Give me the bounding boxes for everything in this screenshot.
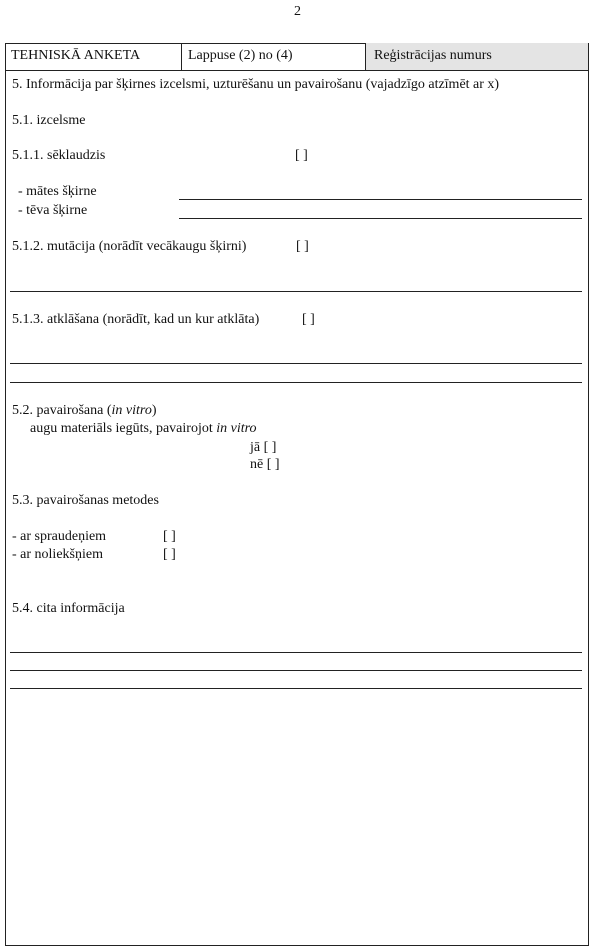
mother-variety-label: - mātes šķirne [18,184,97,199]
seedling-checkbox[interactable]: [ ] [295,148,308,163]
section-5-1-1-label: 5.1.1. sēklaudzis [12,148,106,163]
mutation-checkbox[interactable]: [ ] [296,239,309,254]
in-vitro-no-checkbox[interactable]: nē [ ] [250,457,280,472]
section-5-4-label: 5.4. cita informācija [12,601,125,616]
other-info-line-3[interactable] [10,688,582,689]
registration-number-field[interactable]: Reģistrācijas numurs [366,43,588,70]
in-vitro-question: augu materiāls iegūts, pavairojot in vitro [30,421,257,436]
section-5-1-heading: 5.1. izcelsme [12,113,86,128]
discovery-answer-line-2[interactable] [10,382,582,383]
section-5-2-label: 5.2. pavairošana (in vitro) [12,403,157,418]
father-variety-line[interactable] [179,218,582,219]
section-5-title: 5. Informācija par šķirnes izcelsmi, uzturēšanu un pavairošanu (vajadzīgo atzīmēt ar x) [12,77,500,92]
section-5-3-label: 5.3. pavairošanas metodes [12,493,159,508]
in-vitro-yes-checkbox[interactable]: jā [ ] [250,440,277,455]
discovery-checkbox[interactable]: [ ] [302,312,315,327]
section-5-1-2-label: 5.1.2. mutācija (norādīt vecākaugu šķirni) [12,239,247,254]
form-header [5,43,589,71]
other-info-line-1[interactable] [10,652,582,653]
section-5-1-3-label: 5.1.3. atklāšana (norādīt, kad un kur atklāta) [12,312,260,327]
discovery-answer-line-1[interactable] [10,363,582,364]
father-variety-label: - tēva šķirne [18,203,88,218]
other-info-line-2[interactable] [10,670,582,671]
form-title: TEHNISKĀ ANKETA [5,43,182,70]
mother-variety-line[interactable] [179,199,582,200]
cuttings-checkbox[interactable]: [ ] [163,529,176,544]
layers-checkbox[interactable]: [ ] [163,547,176,562]
cuttings-label: - ar spraudeņiem [12,529,107,544]
layers-label: - ar noliekšņiem [12,547,103,562]
mutation-answer-line[interactable] [10,291,582,292]
page-counter: Lappuse (2) no (4) [182,43,366,70]
page-number: 2 [294,4,301,19]
